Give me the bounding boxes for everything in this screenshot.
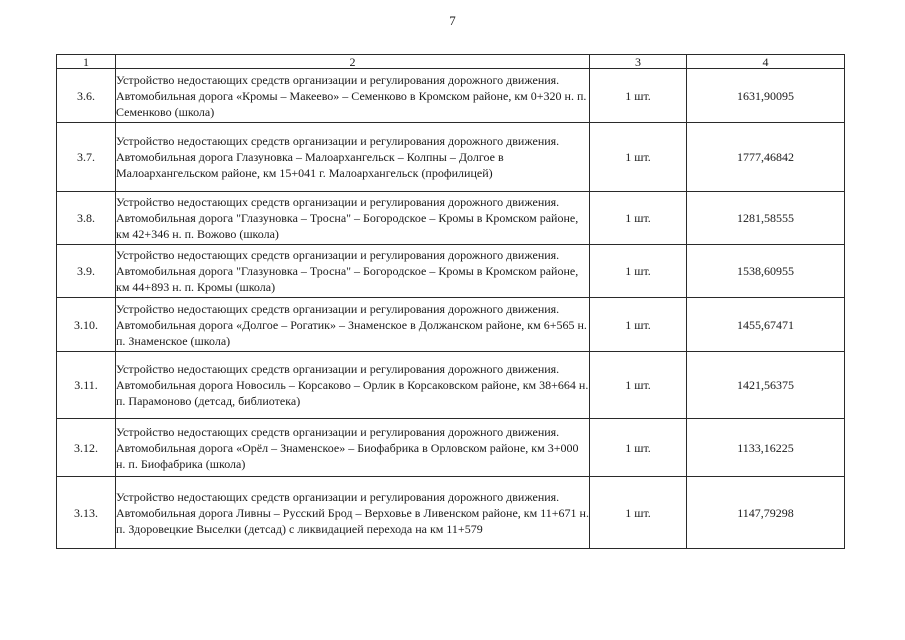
item-number: 3.13. xyxy=(57,477,116,549)
page-number: 7 xyxy=(449,13,456,28)
item-cost: 1777,46842 xyxy=(687,123,845,192)
column-header-2: 2 xyxy=(116,55,590,69)
item-number: 3.9. xyxy=(57,245,116,298)
item-description: Устройство недостающих средств организации и регулирования дорожного движения. Автомобильная дорога «Орёл – Знаменское» – Биофабрика в Орловском районе, км 3+000 н. п. Биофабрика (школа) xyxy=(116,419,590,477)
item-description: Устройство недостающих средств организации и регулирования дорожного движения. Автомобильная дорога «Долгое – Рогатик» – Знаменское в Должанском районе, км 6+565 н. п. Знаменское (школа) xyxy=(116,298,590,352)
table-row xyxy=(57,352,845,419)
item-description: Устройство недостающих средств организации и регулирования дорожного движения. Автомобильная дорога "Глазуновка – Тросна" – Богородское – Кромы в Кромском районе, км 44+893 н. п. Кромы (школа) xyxy=(116,245,590,298)
table-row xyxy=(57,477,845,549)
item-cost: 1455,67471 xyxy=(687,298,845,352)
item-cost: 1631,90095 xyxy=(687,69,845,123)
item-description: Устройство недостающих средств организации и регулирования дорожного движения. Автомобильная дорога Ливны – Русский Брод – Верховье в Ливенском районе, км 11+671 н. п. Здоровецкие Выселки (детсад) с ликвидацией перехода на км 11+579 xyxy=(116,477,590,549)
item-description: Устройство недостающих средств организации и регулирования дорожного движения. Автомобильная дорога Глазуновка – Малоархангельск – Колпны – Долгое в Малоархангельском районе, км 15+041 г. Малоархангельск (профилицей) xyxy=(116,123,590,192)
works-table xyxy=(56,54,845,549)
item-number: 3.10. xyxy=(57,298,116,352)
item-quantity: 1 шт. xyxy=(590,123,687,192)
table-row xyxy=(57,123,845,192)
item-quantity: 1 шт. xyxy=(590,245,687,298)
table-row xyxy=(57,245,845,298)
item-quantity: 1 шт. xyxy=(590,69,687,123)
item-number: 3.12. xyxy=(57,419,116,477)
item-description: Устройство недостающих средств организации и регулирования дорожного движения. Автомобильная дорога «Кромы – Макеево» – Семенково в Кромском районе, км 0+320 н. п. Семенково (школа) xyxy=(116,69,590,123)
table-row xyxy=(57,298,845,352)
item-number: 3.6. xyxy=(57,69,116,123)
item-quantity: 1 шт. xyxy=(590,352,687,419)
column-header-3: 3 xyxy=(590,55,687,69)
table-row xyxy=(57,192,845,245)
column-header-1: 1 xyxy=(57,55,116,69)
column-numbers-row xyxy=(57,55,845,69)
item-number: 3.7. xyxy=(57,123,116,192)
item-number: 3.8. xyxy=(57,192,116,245)
item-description: Устройство недостающих средств организации и регулирования дорожного движения. Автомобильная дорога Новосиль – Корсаково – Орлик в Корсаковском районе, км 38+664 н. п. Парамоново (детсад, библиотека) xyxy=(116,352,590,419)
table-row xyxy=(57,69,845,123)
item-quantity: 1 шт. xyxy=(590,298,687,352)
item-cost: 1281,58555 xyxy=(687,192,845,245)
table-row xyxy=(57,419,845,477)
item-quantity: 1 шт. xyxy=(590,192,687,245)
item-number: 3.11. xyxy=(57,352,116,419)
item-description: Устройство недостающих средств организации и регулирования дорожного движения. Автомобильная дорога "Глазуновка – Тросна" – Богородское – Кромы в Кромском районе, км 42+346 н. п. Вожово (школа) xyxy=(116,192,590,245)
item-cost: 1133,16225 xyxy=(687,419,845,477)
column-header-4: 4 xyxy=(687,55,845,69)
item-quantity: 1 шт. xyxy=(590,419,687,477)
item-cost: 1538,60955 xyxy=(687,245,845,298)
item-cost: 1421,56375 xyxy=(687,352,845,419)
item-quantity: 1 шт. xyxy=(590,477,687,549)
item-cost: 1147,79298 xyxy=(687,477,845,549)
